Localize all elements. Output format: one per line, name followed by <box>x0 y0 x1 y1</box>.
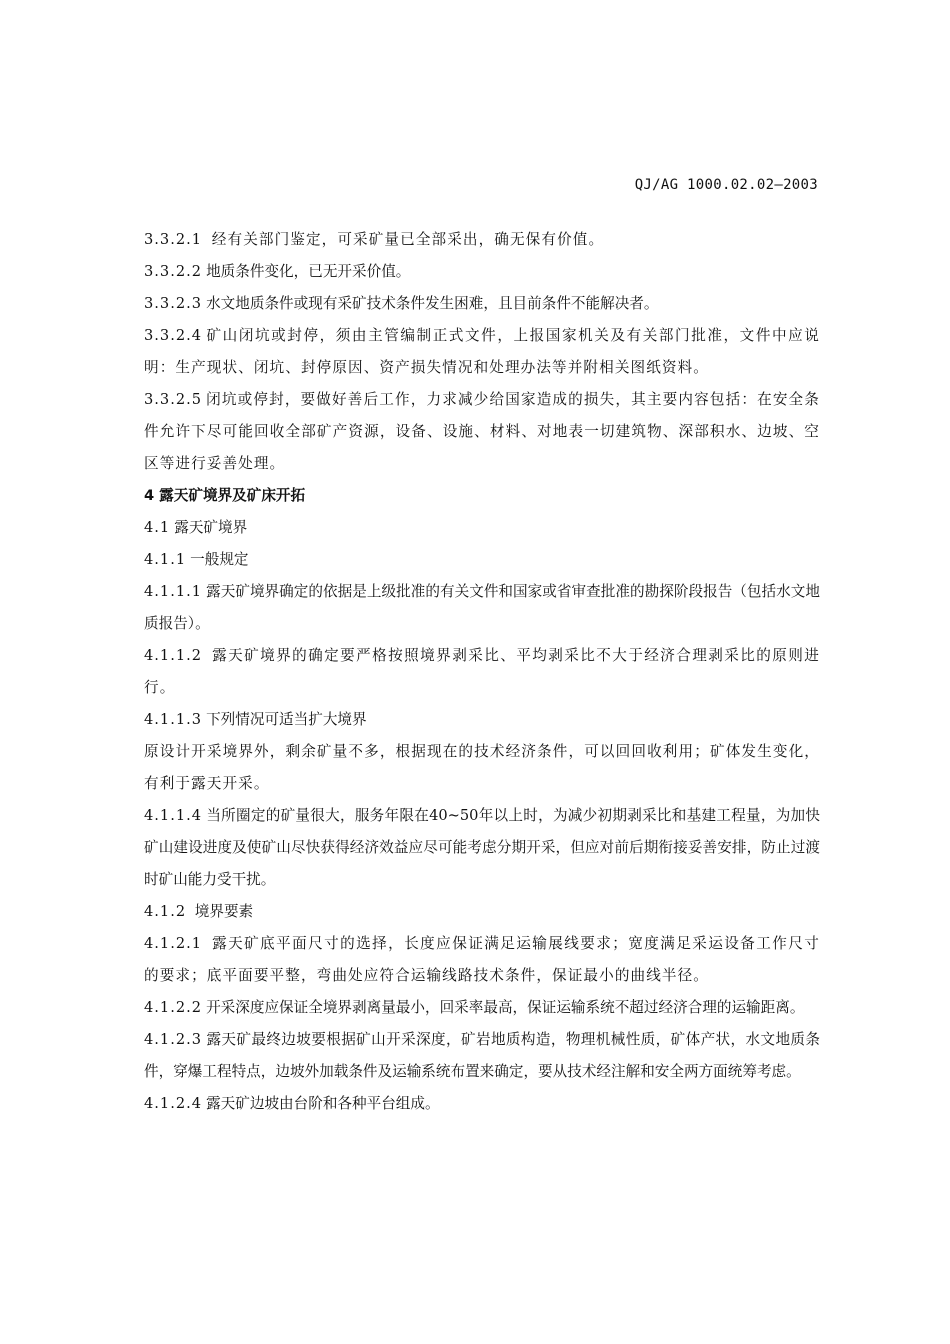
clause-number: 3.3.2.2 <box>144 263 203 280</box>
clause-4-1-2-3 <box>144 1024 820 1088</box>
clause-4-1-2 <box>144 896 820 928</box>
clause-3-3-2-2 <box>144 256 820 288</box>
clause-text: 一般规定 <box>190 551 249 568</box>
clause-number: 3.3.2.4 <box>144 327 203 344</box>
section-heading-4 <box>144 480 820 512</box>
clause-number: 4.1.1.1 <box>144 583 203 600</box>
clause-3-3-2-3 <box>144 288 820 320</box>
clause-4-1-1-4 <box>144 800 820 896</box>
clause-text: 露天矿底平面尺寸的选择，长度应保证满足运输展线要求；宽度满足采运设备工作尺寸的要求；底平面要平整，弯曲处应符合运输线路技术条件，保证最小的曲线半径。 <box>144 935 820 984</box>
clause-3-3-2-4 <box>144 320 820 384</box>
clause-number: 4.1.2.4 <box>144 1095 203 1112</box>
clause-text: 水文地质条件或现有采矿技术条件发生困难，且目前条件不能解决者。 <box>206 295 659 312</box>
document-body <box>144 224 820 1120</box>
clause-number: 4.1.1.3 <box>144 711 203 728</box>
document-code: QJ/AG 1000.02.02—2003 <box>634 177 818 193</box>
clause-text: 露天矿境界确定的依据是上级批准的有关文件和国家或省审查批准的勘探阶段报告（包括水文地质报告）。 <box>144 583 820 632</box>
clause-number: 4.1.1.4 <box>144 807 203 824</box>
clause-4-1-1-3 <box>144 704 820 736</box>
clause-4-1-1 <box>144 544 820 576</box>
clause-text: 露天矿最终边坡要根据矿山开采深度，矿岩地质构造，物理机械性质，矿体产状，水文地质条件，穿爆工程特点，边坡外加载条件及运输系统布置来确定，要从技术经注解和安全两方面统筹考虑。 <box>144 1031 820 1080</box>
clause-text: 地质条件变化，已无开采价值。 <box>206 263 411 280</box>
clause-4-1-2-1 <box>144 928 820 992</box>
clause-number: 4.1.1 <box>144 551 187 568</box>
clause-number: 3.3.2.1 <box>144 231 203 248</box>
section-title: 露天矿境界及矿床开拓 <box>159 487 306 504</box>
clause-text: 露天矿境界的确定要严格按照境界剥采比、平均剥采比不大于经济合理剥采比的原则进行。 <box>144 647 820 696</box>
clause-text: 原设计开采境界外，剩余矿量不多，根据现在的技术经济条件，可以回回收利用；矿体发生变化，有利于露天开采。 <box>144 743 820 792</box>
clause-4-1-1-1 <box>144 576 820 640</box>
clause-4-1-2-2 <box>144 992 820 1024</box>
clause-number: 3.3.2.5 <box>144 391 203 408</box>
clause-text: 境界要素 <box>190 903 254 920</box>
clause-text: 闭坑或停封，要做好善后工作，力求减少给国家造成的损失，其主要内容包括：在安全条件允许下尽可能回收全部矿产资源，设备、设施、材料、对地表一切建筑物、深部积水、边坡、空区等进行妥善处理。 <box>144 391 820 472</box>
clause-3-3-2-1 <box>144 224 820 256</box>
clause-text: 露天矿境界 <box>174 519 248 536</box>
clause-number: 3.3.2.3 <box>144 295 203 312</box>
clause-text: 经有关部门鉴定，可采矿量已全部采出，确无保有价值。 <box>206 231 605 248</box>
clause-text: 开采深度应保证全境界剥离量最小，回采率最高，保证运输系统不超过经济合理的运输距离。 <box>206 999 805 1016</box>
clause-text: 下列情况可适当扩大境界 <box>206 711 367 728</box>
clause-4-1-1-3-body <box>144 736 820 800</box>
clause-number: 4.1.2 <box>144 903 187 920</box>
clause-text: 露天矿边坡由台阶和各种平台组成。 <box>206 1095 440 1112</box>
clause-text: 矿山闭坑或封停，须由主管编制正式文件，上报国家机关及有关部门批准，文件中应说明：生产现状、闭坑、封停原因、资产损失情况和处理办法等并附相关图纸资料。 <box>144 327 820 376</box>
clause-4-1-2-4 <box>144 1088 820 1120</box>
clause-4-1 <box>144 512 820 544</box>
clause-number: 4.1.2.1 <box>144 935 203 952</box>
clause-number: 4.1.2.3 <box>144 1031 203 1048</box>
clause-4-1-1-2 <box>144 640 820 704</box>
section-number: 4 <box>144 487 156 504</box>
clause-number: 4.1.2.2 <box>144 999 203 1016</box>
clause-text: 当所圈定的矿量很大，服务年限在40~50年以上时，为减少初期剥采比和基建工程量，为加快矿山建设进度及使矿山尽快获得经济效益应尽可能考虑分期开采，但应对前后期衔接妥善安排，防止过渡时矿山能力受干扰。 <box>144 807 820 888</box>
clause-number: 4.1.1.2 <box>144 647 203 664</box>
clause-3-3-2-5 <box>144 384 820 480</box>
clause-number: 4.1 <box>144 519 171 536</box>
